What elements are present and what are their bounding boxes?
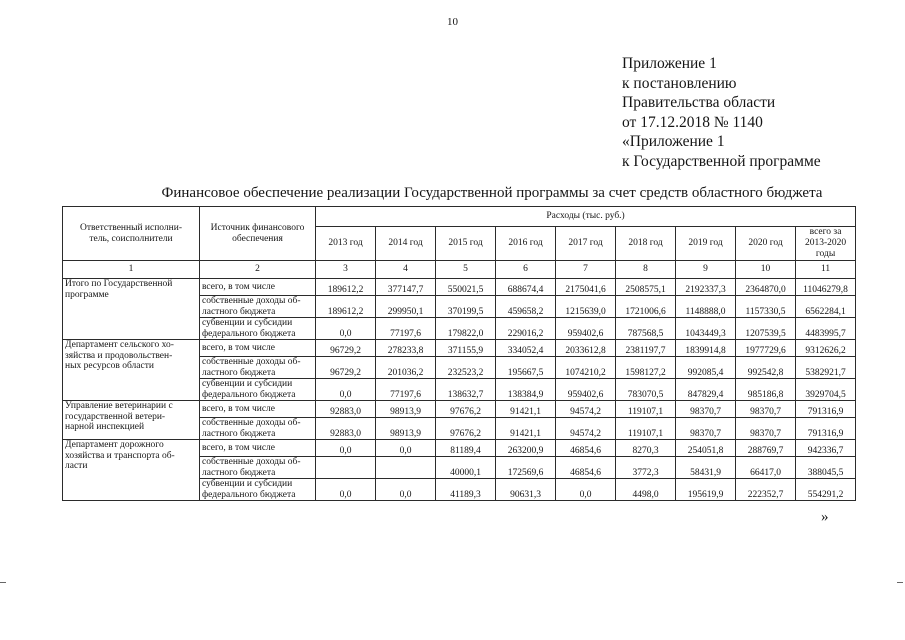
- value-cell: 41189,3: [436, 479, 496, 501]
- column-number: 7: [556, 261, 616, 279]
- margin-mark-right: [897, 582, 903, 583]
- source-cell: собственные доходы об- ластного бюджета: [200, 357, 316, 379]
- value-cell: 554291,2: [796, 479, 856, 501]
- value-cell: 0,0: [316, 318, 376, 340]
- source-cell: собственные доходы об- ластного бюджета: [200, 457, 316, 479]
- column-number: 10: [736, 261, 796, 279]
- value-cell: 263200,9: [496, 440, 556, 457]
- value-cell: 3929704,5: [796, 379, 856, 401]
- value-cell: 0,0: [556, 479, 616, 501]
- value-cell: 96729,2: [316, 340, 376, 357]
- value-cell: 2364870,0: [736, 279, 796, 296]
- value-cell: 91421,1: [496, 418, 556, 440]
- value-cell: 1074210,2: [556, 357, 616, 379]
- source-cell: всего, в том числе: [200, 340, 316, 357]
- value-cell: 992085,4: [676, 357, 736, 379]
- value-cell: 254051,8: [676, 440, 736, 457]
- value-cell: 388045,5: [796, 457, 856, 479]
- value-cell: 189612,2: [316, 279, 376, 296]
- value-cell: 98370,7: [736, 401, 796, 418]
- value-cell: 0,0: [316, 440, 376, 457]
- year-header: 2019 год: [676, 227, 736, 261]
- value-cell: 94574,2: [556, 418, 616, 440]
- value-cell: 4483995,7: [796, 318, 856, 340]
- value-cell: 172569,6: [496, 457, 556, 479]
- column-number: 6: [496, 261, 556, 279]
- value-cell: 232523,2: [436, 357, 496, 379]
- value-cell: 2381197,7: [616, 340, 676, 357]
- table-row: [63, 279, 856, 296]
- appendix-line: Правительства области: [622, 94, 776, 111]
- executor-cell: Итого по Государственной программе: [63, 279, 200, 340]
- table-row: [63, 401, 856, 418]
- value-cell: 847829,4: [676, 379, 736, 401]
- value-cell: 334052,4: [496, 340, 556, 357]
- value-cell: 0,0: [316, 379, 376, 401]
- value-cell: 2508575,1: [616, 279, 676, 296]
- source-cell: всего, в том числе: [200, 401, 316, 418]
- value-cell: 46854,6: [556, 440, 616, 457]
- value-cell: 299950,1: [376, 296, 436, 318]
- appendix-line: «Приложение 1: [622, 133, 725, 150]
- margin-mark-left: [0, 582, 6, 583]
- value-cell: 9312626,2: [796, 340, 856, 357]
- value-cell: 959402,6: [556, 318, 616, 340]
- value-cell: 459658,2: [496, 296, 556, 318]
- value-cell: 119107,1: [616, 401, 676, 418]
- value-cell: 783070,5: [616, 379, 676, 401]
- source-cell: всего, в том числе: [200, 279, 316, 296]
- value-cell: 377147,7: [376, 279, 436, 296]
- table-header-row: [63, 207, 856, 227]
- value-cell: [316, 457, 376, 479]
- value-cell: 11046279,8: [796, 279, 856, 296]
- value-cell: 98370,7: [676, 418, 736, 440]
- value-cell: 1721006,6: [616, 296, 676, 318]
- value-cell: [376, 457, 436, 479]
- value-cell: 222352,7: [736, 479, 796, 501]
- value-cell: 46854,6: [556, 457, 616, 479]
- source-cell: собственные доходы об- ластного бюджета: [200, 418, 316, 440]
- appendix-block: [622, 54, 821, 171]
- value-cell: 138384,9: [496, 379, 556, 401]
- page-number: 10: [447, 16, 458, 28]
- value-cell: 1207539,5: [736, 318, 796, 340]
- value-cell: 81189,4: [436, 440, 496, 457]
- value-cell: 278233,8: [376, 340, 436, 357]
- value-cell: 288769,7: [736, 440, 796, 457]
- value-cell: 91421,1: [496, 401, 556, 418]
- value-cell: 179822,0: [436, 318, 496, 340]
- column-number: 8: [616, 261, 676, 279]
- value-cell: 77197,6: [376, 318, 436, 340]
- value-cell: 90631,3: [496, 479, 556, 501]
- executor-cell: Департамент сельского хо- зяйства и продовольствен- ных ресурсов области: [63, 340, 200, 401]
- value-cell: 98370,7: [736, 418, 796, 440]
- column-number: 2: [200, 261, 316, 279]
- appendix-line: к постановлению: [622, 74, 737, 92]
- value-cell: 58431,9: [676, 457, 736, 479]
- value-cell: 688674,4: [496, 279, 556, 296]
- finance-table: [62, 206, 856, 501]
- value-cell: 1977729,6: [736, 340, 796, 357]
- value-cell: 40000,1: [436, 457, 496, 479]
- total-header: всего за 2013-2020 годы: [796, 227, 856, 261]
- value-cell: 4498,0: [616, 479, 676, 501]
- value-cell: 791316,9: [796, 401, 856, 418]
- value-cell: 8270,3: [616, 440, 676, 457]
- value-cell: 96729,2: [316, 357, 376, 379]
- value-cell: 791316,9: [796, 418, 856, 440]
- value-cell: 138632,7: [436, 379, 496, 401]
- value-cell: 189612,2: [316, 296, 376, 318]
- value-cell: 1157330,5: [736, 296, 796, 318]
- year-header: 2018 год: [616, 227, 676, 261]
- appendix-line: от 17.12.2018 № 1140: [622, 113, 763, 131]
- value-cell: 94574,2: [556, 401, 616, 418]
- column-number: 4: [376, 261, 436, 279]
- value-cell: 1839914,8: [676, 340, 736, 357]
- column-number: 9: [676, 261, 736, 279]
- source-cell: субвенции и субсидии федерального бюджета: [200, 318, 316, 340]
- value-cell: 92883,0: [316, 401, 376, 418]
- value-cell: 6562284,1: [796, 296, 856, 318]
- value-cell: 92883,0: [316, 418, 376, 440]
- table-header-source: Источник финансового обеспечения: [200, 207, 316, 261]
- value-cell: 2192337,3: [676, 279, 736, 296]
- value-cell: 959402,6: [556, 379, 616, 401]
- column-number: 1: [63, 261, 200, 279]
- executor-cell: Департамент дорожного хозяйства и транспорта об- ласти: [63, 440, 200, 501]
- year-header: 2017 год: [556, 227, 616, 261]
- executor-cell: Управление ветеринарии с государственной ветери- нарной инспекцией: [63, 401, 200, 440]
- appendix-line: к Государственной программе: [622, 152, 821, 170]
- value-cell: 1215639,0: [556, 296, 616, 318]
- source-cell: собственные доходы об- ластного бюджета: [200, 296, 316, 318]
- value-cell: 370199,5: [436, 296, 496, 318]
- value-cell: 77197,6: [376, 379, 436, 401]
- table-header-executor: Ответственный исполни- тель, соисполнители: [63, 207, 200, 261]
- value-cell: 0,0: [376, 479, 436, 501]
- table-row: [63, 440, 856, 457]
- value-cell: 201036,2: [376, 357, 436, 379]
- source-cell: всего, в том числе: [200, 440, 316, 457]
- value-cell: 0,0: [376, 440, 436, 457]
- column-number: 11: [796, 261, 856, 279]
- column-number-row: [63, 261, 856, 279]
- value-cell: 1598127,2: [616, 357, 676, 379]
- year-header: 2014 год: [376, 227, 436, 261]
- value-cell: 195667,5: [496, 357, 556, 379]
- value-cell: 195619,9: [676, 479, 736, 501]
- closing-quote: »: [821, 509, 829, 525]
- column-number: 3: [316, 261, 376, 279]
- value-cell: 787568,5: [616, 318, 676, 340]
- appendix-line: Приложение 1: [622, 55, 717, 72]
- column-number: 5: [436, 261, 496, 279]
- value-cell: 119107,1: [616, 418, 676, 440]
- value-cell: 98913,9: [376, 418, 436, 440]
- table-body: [63, 279, 856, 501]
- value-cell: 0,0: [316, 479, 376, 501]
- value-cell: 1148888,0: [676, 296, 736, 318]
- value-cell: 3772,3: [616, 457, 676, 479]
- value-cell: 1043449,3: [676, 318, 736, 340]
- value-cell: 97676,2: [436, 401, 496, 418]
- source-cell: субвенции и субсидии федерального бюджета: [200, 379, 316, 401]
- value-cell: 98370,7: [676, 401, 736, 418]
- document-title: Финансовое обеспечение реализации Государственной программы за счет средств областного бюджета: [161, 185, 823, 201]
- value-cell: 985186,8: [736, 379, 796, 401]
- year-header: 2013 год: [316, 227, 376, 261]
- value-cell: 942336,7: [796, 440, 856, 457]
- value-cell: 550021,5: [436, 279, 496, 296]
- year-header: 2020 год: [736, 227, 796, 261]
- value-cell: 98913,9: [376, 401, 436, 418]
- value-cell: 2033612,8: [556, 340, 616, 357]
- year-header: 2016 год: [496, 227, 556, 261]
- table-row: [63, 340, 856, 357]
- value-cell: 229016,2: [496, 318, 556, 340]
- value-cell: 992542,8: [736, 357, 796, 379]
- value-cell: 97676,2: [436, 418, 496, 440]
- source-cell: субвенции и субсидии федерального бюджета: [200, 479, 316, 501]
- value-cell: 2175041,6: [556, 279, 616, 296]
- value-cell: 5382921,7: [796, 357, 856, 379]
- table-header-expenses: Расходы (тыс. руб.): [316, 207, 856, 227]
- value-cell: 66417,0: [736, 457, 796, 479]
- year-header: 2015 год: [436, 227, 496, 261]
- value-cell: 371155,9: [436, 340, 496, 357]
